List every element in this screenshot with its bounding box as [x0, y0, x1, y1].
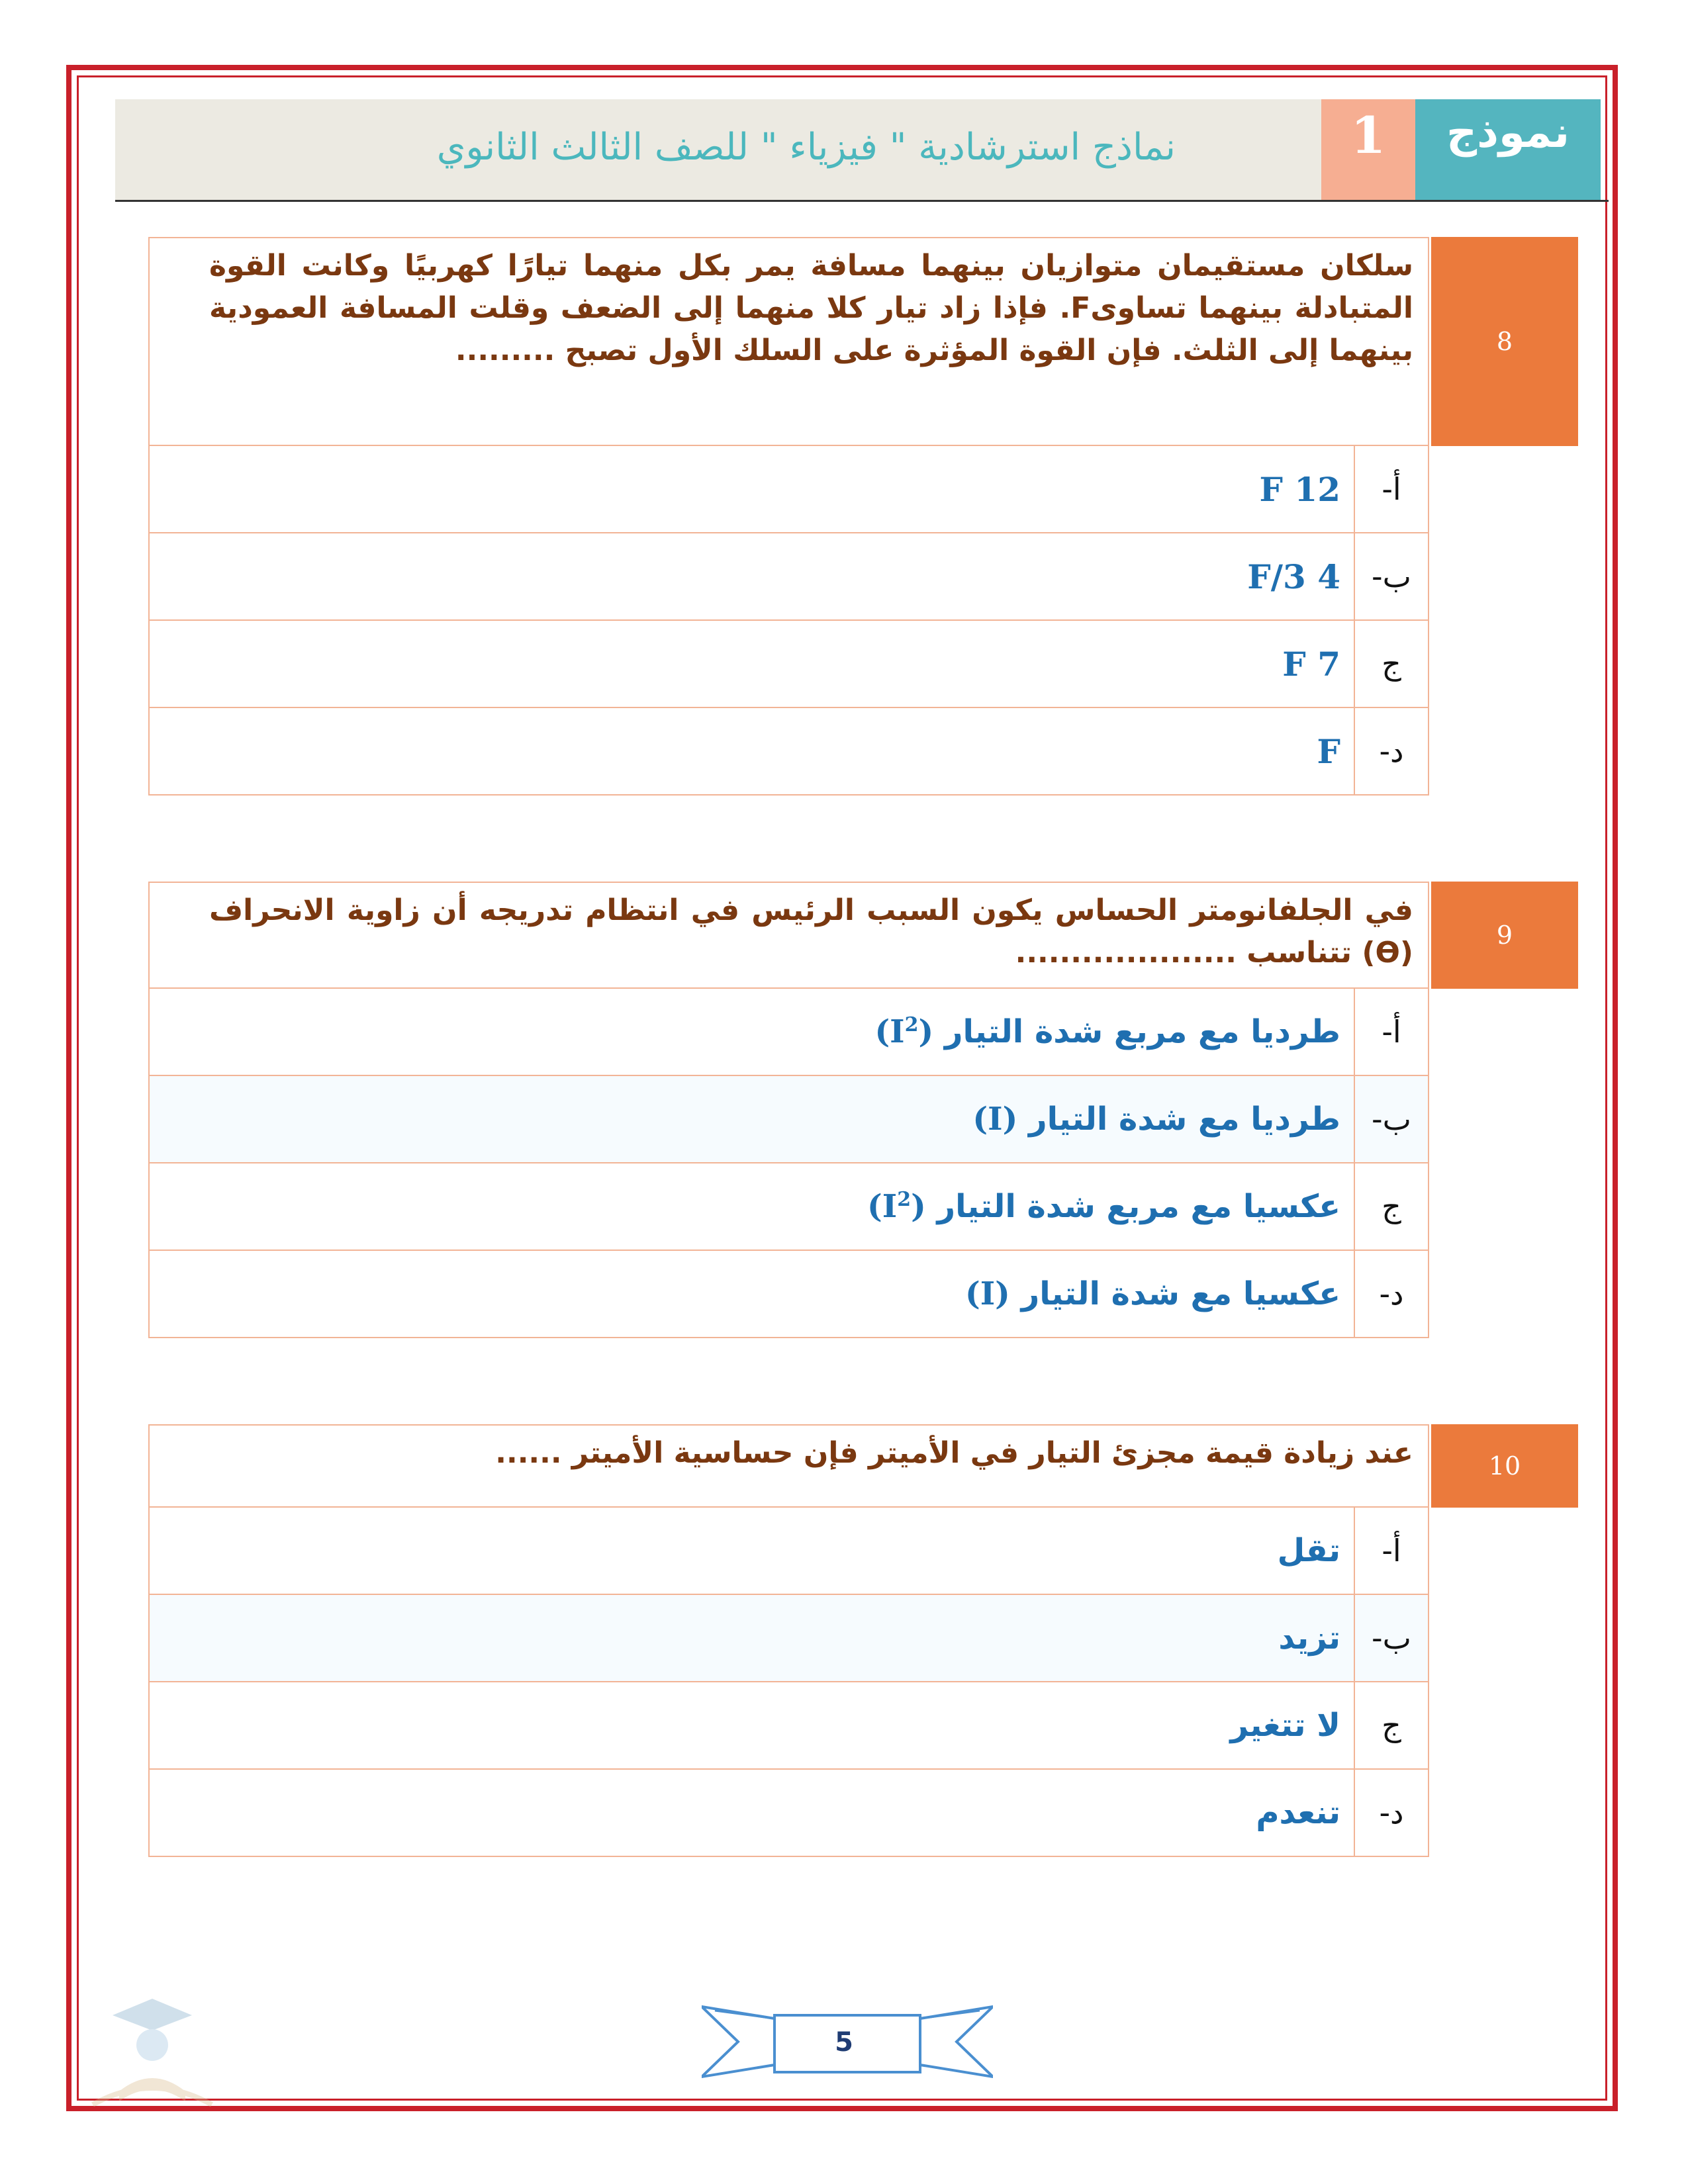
option-row[interactable]	[148, 1770, 1429, 1857]
question-number: 10	[1431, 1424, 1578, 1508]
option-value: 4 F/3	[1247, 557, 1340, 596]
option-text: طرديا مع شدة التيار	[1029, 1101, 1340, 1138]
option-letter: ج	[1354, 1682, 1428, 1768]
option-text: عكسيا مع مربع شدة التيار	[937, 1188, 1340, 1225]
option-row[interactable]	[148, 533, 1429, 621]
question-text: في الجلفانومتر الحساس يكون السبب الرئيس في انتظام تدريجه أن زاوية الانحراف (Ө) تتناسب ....................	[209, 893, 1413, 970]
option-letter: أ-	[1354, 446, 1428, 532]
question-10	[148, 1424, 1578, 1857]
option-letter: ب-	[1354, 533, 1428, 619]
model-label: نموذج	[1446, 109, 1570, 158]
option-value: F	[1317, 731, 1340, 771]
question-text: سلكان مستقيمان متوازيان بينهما مسافة يمر بكل منهما تيارًا كهربيًا وكانت القوة المتبادلة بينهما تساوىF. فإذا زاد تيار كلا منهما إلى الضعف وقلت المسافة العمودية بينهما إلى الثلث. فإن القوة المؤثرة على السلك الأول تصبح .........	[209, 249, 1414, 367]
model-number-box	[1321, 99, 1415, 200]
option-value: عكسيا مع شدة التيار (I)	[965, 1275, 1340, 1312]
option-exponent: 2	[897, 1188, 912, 1211]
option-value: 7 F	[1282, 644, 1340, 684]
option-row[interactable]	[148, 989, 1429, 1076]
option-row[interactable]	[148, 621, 1429, 708]
model-label-box	[1415, 99, 1601, 200]
option-row[interactable]	[148, 708, 1429, 796]
question-text-box	[148, 1424, 1429, 1508]
question-text-box	[148, 882, 1429, 989]
question-number: 8	[1431, 237, 1578, 446]
model-number: 1	[1350, 106, 1386, 165]
page-number: 5	[835, 2027, 853, 2058]
option-symbol: I	[882, 1188, 898, 1225]
option-value: طرديا مع شدة التيار (I)	[972, 1101, 1340, 1138]
option-row[interactable]	[148, 1163, 1429, 1251]
option-letter: أ-	[1354, 1508, 1428, 1594]
header-title: نماذج استرشادية " فيزياء " للصف الثالث الثانوي	[436, 126, 1176, 169]
option-row[interactable]	[148, 1076, 1429, 1163]
option-value: عكسيا مع مربع شدة التيار $(I^2)$	[867, 1188, 1340, 1225]
header-divider	[115, 200, 1609, 202]
option-row[interactable]	[148, 1682, 1429, 1770]
option-letter: د-	[1354, 708, 1428, 794]
graduate-logo-icon	[53, 1992, 252, 2124]
option-letter: أ-	[1354, 989, 1428, 1075]
option-letter: ب-	[1354, 1076, 1428, 1162]
option-value: تنعدم	[1256, 1794, 1340, 1831]
question-text: عند زيادة قيمة مجزئ التيار في الأميتر فإن حساسية الأميتر ......	[495, 1436, 1413, 1470]
option-row[interactable]	[148, 1595, 1429, 1682]
option-row[interactable]	[148, 446, 1429, 533]
option-symbol: I	[890, 1013, 905, 1050]
option-letter: د-	[1354, 1770, 1428, 1856]
question-8	[148, 237, 1578, 796]
option-row[interactable]	[148, 1508, 1429, 1595]
option-letter: ج	[1354, 1163, 1428, 1250]
option-exponent: 2	[904, 1013, 919, 1036]
option-value: طرديا مع مربع شدة التيار $(I^2)$	[874, 1013, 1340, 1050]
option-letter: د-	[1354, 1251, 1428, 1337]
option-value: لا تتغير	[1230, 1707, 1340, 1744]
option-value: تزيد	[1278, 1619, 1340, 1657]
question-text-box	[148, 237, 1429, 446]
header-title-box	[115, 99, 1321, 200]
option-symbol: I	[988, 1101, 1003, 1138]
option-value: تقل	[1277, 1532, 1340, 1569]
option-letter: ج	[1354, 621, 1428, 707]
option-value: 12 F	[1259, 469, 1340, 509]
page-header	[115, 99, 1609, 200]
option-text: طرديا مع مربع شدة التيار	[944, 1013, 1340, 1050]
option-text: عكسيا مع شدة التيار	[1021, 1275, 1340, 1312]
option-symbol: I	[980, 1275, 996, 1312]
question-number: 9	[1431, 882, 1578, 989]
question-9	[148, 882, 1578, 1341]
option-row[interactable]	[148, 1251, 1429, 1338]
option-letter: ب-	[1354, 1595, 1428, 1681]
